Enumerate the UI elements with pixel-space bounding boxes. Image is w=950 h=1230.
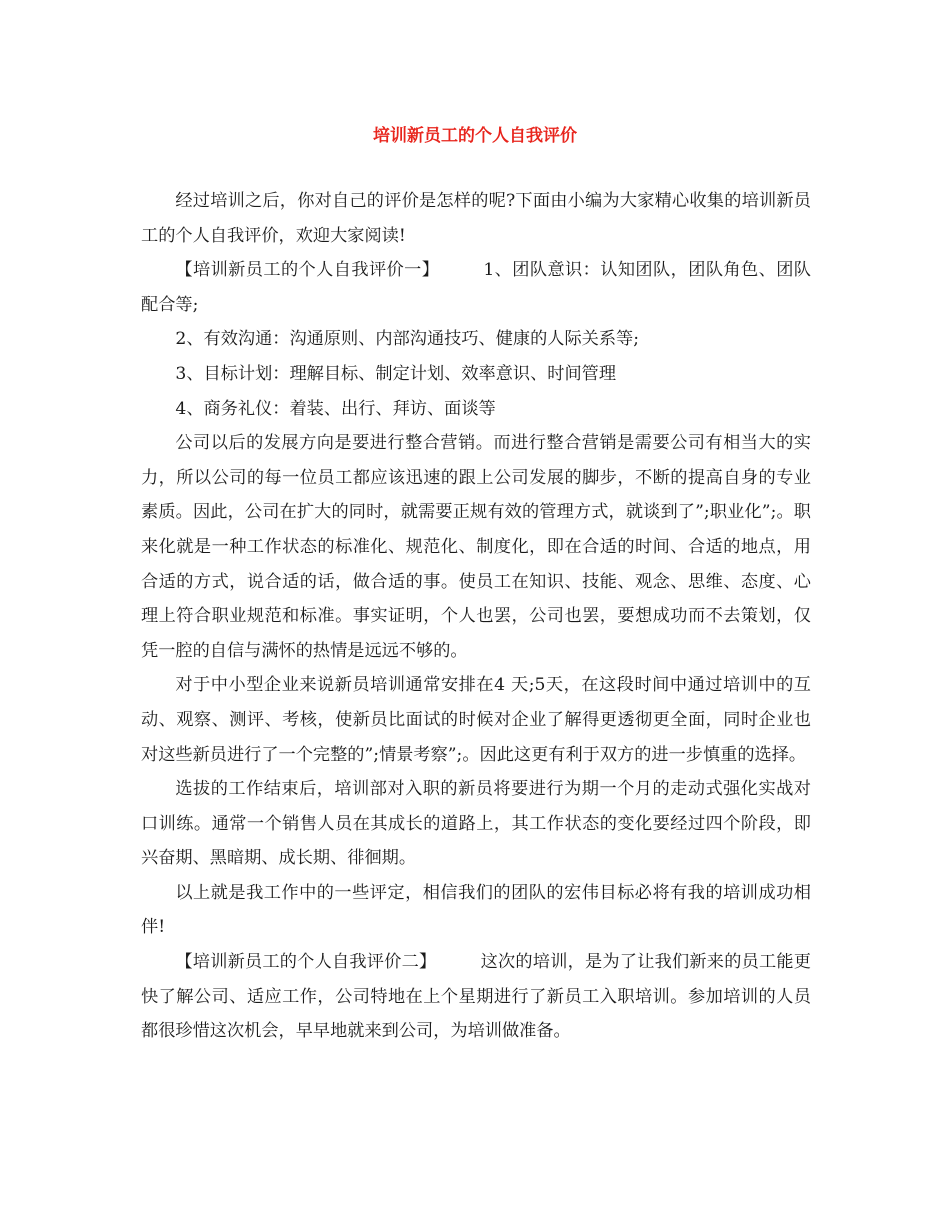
item4-paragraph: 4、商务礼仪：着装、出行、拜访、面谈等 xyxy=(175,398,496,419)
company-paragraph: 公司以后的发展方向是要进行整合营销。而进行整合营销是需要公司有相当大的实力，所以公司的每一位员工都应该迅速的跟上公司发展的脚步，不断的提高自身的专业素质。因此，公司在扩大的同时，就需要正规有效的管理方式，就谈到了”;职业化”;。职来化就是一种工作状态的标准化、规范化、制度化，即在合适的时间、合适的地点，用合适的方式，说合适的话，做合适的事。使员工在知识、技能、观念、思维、态度、心理上符合职业规范和标准。事实证明，个人也罢，公司也罢，要想成功而不去策划，仅凭一腔的自信与满怀的热情是远远不够的。 xyxy=(141,433,811,661)
section1-heading: 【培训新员工的个人自我评价一】 xyxy=(175,260,440,281)
selection-paragraph: 选拔的工作结束后，培训部对入职的新员将要进行为期一个月的走动式强化实战对口训练。通常一个销售人员在其成长的道路上，其工作状态的变化要经过四个阶段，即兴奋期、黑暗期、成长期、徘徊期。 xyxy=(141,779,811,869)
document-title: 培训新员工的个人自我评价 xyxy=(373,126,577,146)
document-body xyxy=(141,184,811,1049)
summary-paragraph: 以上就是我工作中的一些评定，相信我们的团队的宏伟目标必将有我的培训成功相伴! xyxy=(141,882,811,938)
item2-paragraph: 2、有效沟通：沟通原则、内部沟通技巧、健康的人际关系等; xyxy=(175,329,639,350)
item3-paragraph: 3、目标计划：理解目标、制定计划、效率意识、时间管理 xyxy=(175,363,617,384)
section2-heading: 【培训新员工的个人自我评价二】 xyxy=(175,952,437,973)
section1-item1: 1、团队意识：认知团队，团队角色、团队配合等; xyxy=(141,260,811,315)
section2-paragraph xyxy=(141,945,811,1049)
intro-paragraph: 经过培训之后，你对自己的评价是怎样的呢?下面由小编为大家精心收集的培训新员工的个人自我评价，欢迎大家阅读! xyxy=(141,191,811,246)
section1-paragraph xyxy=(141,253,811,322)
section2-text: 这次的培训，是为了让我们新来的员工能更快了解公司、适应工作，公司特地在上个星期进行了新员工入职培训。参加培训的人员都很珍惜这次机会，早早地就来到公司，为培训做准备。 xyxy=(141,952,811,1042)
smb-training-paragraph: 对于中小型企业来说新员培训通常安排在4 天;5天，在这段时间中通过培训中的互动、观察、测评、考核，使新员比面试的时候对企业了解得更透彻更全面，同时企业也对这些新员进行了一个完整的”;情景考察”;。因此这更有利于双方的进一步慎重的选择。 xyxy=(141,675,811,765)
